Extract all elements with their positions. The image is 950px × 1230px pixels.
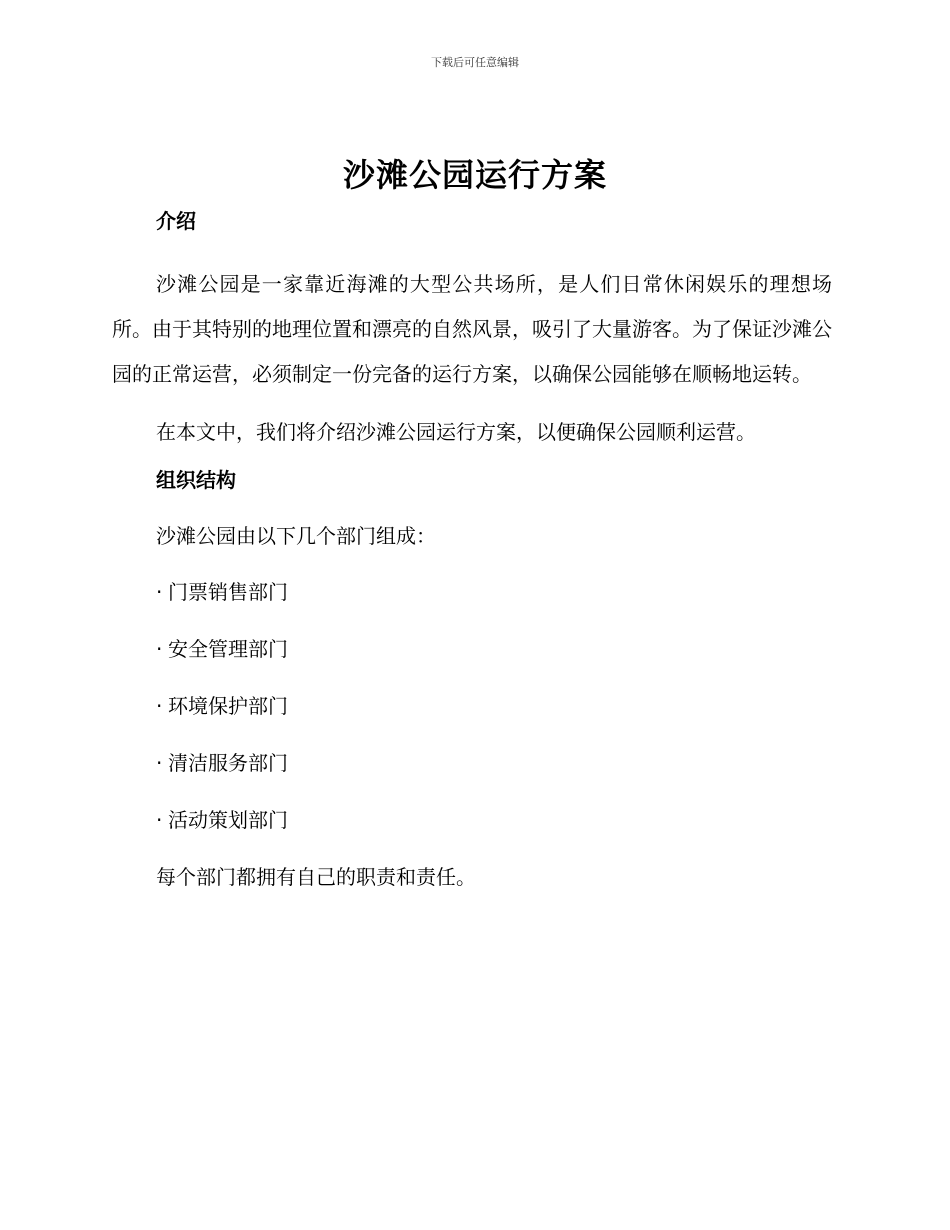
bullet-icon: · bbox=[156, 694, 163, 718]
list-item bbox=[156, 634, 832, 664]
bullet-icon: · bbox=[156, 580, 163, 604]
page-header-note: 下载后可任意编辑 bbox=[431, 56, 519, 69]
department-name: 安全管理部门 bbox=[168, 637, 288, 661]
document-title: 沙滩公园运行方案 bbox=[342, 156, 607, 194]
bullet-icon: · bbox=[156, 808, 163, 832]
list-item bbox=[156, 748, 832, 778]
organization-closing: 每个部门都拥有自己的职责和责任。 bbox=[156, 865, 476, 889]
bullet-icon: · bbox=[156, 637, 163, 661]
section-heading-organization: 组织结构 bbox=[156, 468, 236, 492]
department-name: 门票销售部门 bbox=[168, 580, 288, 604]
bullet-icon: · bbox=[156, 751, 163, 775]
department-name: 环境保护部门 bbox=[168, 694, 288, 718]
list-item bbox=[156, 691, 832, 721]
department-name: 活动策划部门 bbox=[168, 808, 288, 832]
section-heading-intro: 介绍 bbox=[156, 209, 196, 233]
list-item bbox=[156, 805, 832, 835]
intro-paragraph: 在本文中，我们将介绍沙滩公园运行方案，以便确保公园顺利运营。 bbox=[156, 420, 756, 444]
list-item bbox=[156, 577, 832, 607]
organization-lead: 沙滩公园由以下几个部门组成： bbox=[156, 524, 436, 548]
document-body bbox=[112, 206, 832, 892]
intro-paragraph: 沙滩公园是一家靠近海滩的大型公共场所，是人们日常休闲娱乐的理想场所。由于其特别的地理位置和漂亮的自然风景，吸引了大量游客。为了保证沙滩公园的正常运营，必须制定一份完备的运行方案，以确保公园能够在顺畅地运转。 bbox=[112, 272, 832, 386]
department-name: 清洁服务部门 bbox=[168, 751, 288, 775]
department-list bbox=[112, 577, 832, 835]
